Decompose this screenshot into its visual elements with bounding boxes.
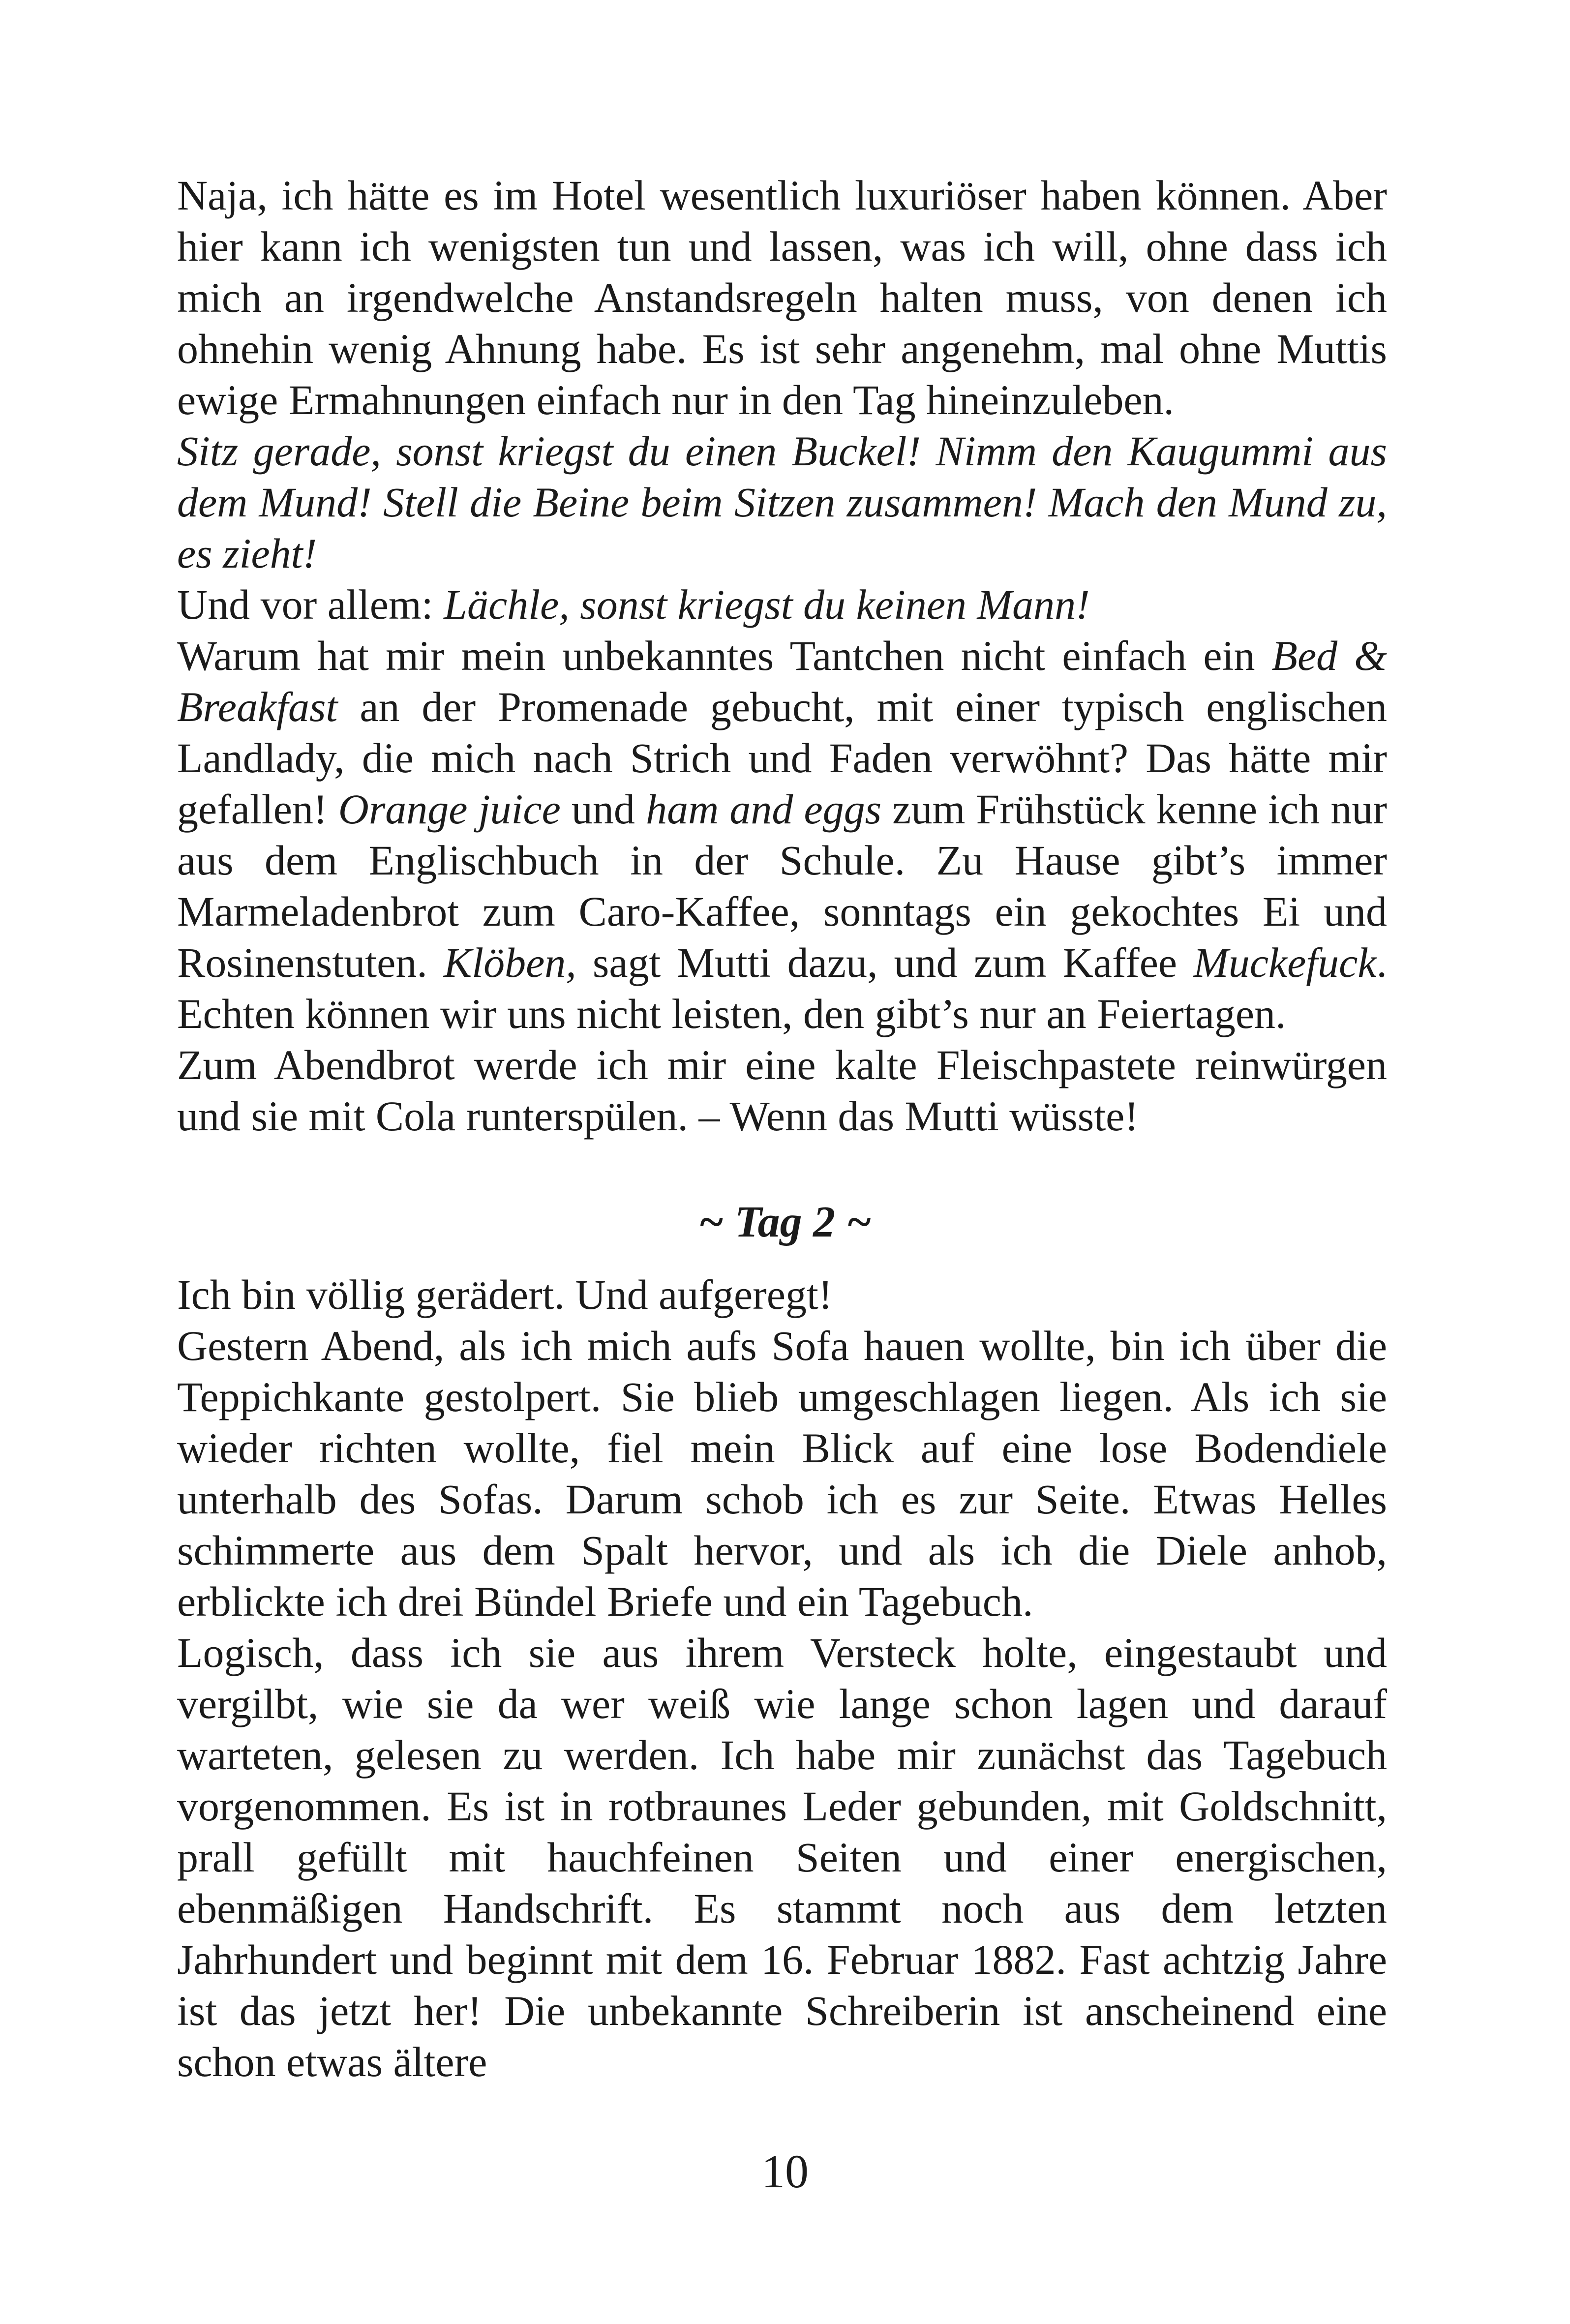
paragraph-text: an der Promenade gebucht, mit einer typisch englischen Landlady, die mich nach Strich und Faden verwöhnt? Das hätte mir gefallen! — [177, 683, 1387, 833]
paragraph — [177, 1039, 1387, 1142]
paragraph-text: Warum hat mir mein unbekanntes Tantchen nicht einfach ein — [177, 632, 1272, 679]
paragraph-italic — [177, 425, 1387, 579]
paragraph — [177, 630, 1387, 1039]
paragraph — [177, 1320, 1387, 1627]
paragraph-text: Ich bin völlig gerädert. Und aufgeregt! — [177, 1271, 833, 1318]
paragraph — [177, 1627, 1387, 2087]
italic-text: Klöben, — [443, 939, 576, 986]
paragraph-text: . Echten können wir uns nicht leisten, den gibt’s nur an Feiertagen. — [177, 939, 1387, 1037]
chapter-heading: ~ Tag 2 ~ — [698, 1198, 872, 1246]
italic-text: Lächle, sonst kriegst du keinen Mann! — [444, 581, 1090, 628]
text-section-2 — [177, 1269, 1387, 2087]
text-section-1 — [177, 170, 1387, 1142]
paragraph-text: Gestern Abend, als ich mich aufs Sofa hauen wollte, bin ich über die Teppichkante gestolpert. Sie blieb umgeschlagen liegen. Als ich sie wieder richten wollte, fiel mein Blick auf eine lose Bodendiele unterhalb des Sofas. Darum schob ich es zur Seite. Etwas Helles schimmerte aus dem Spalt hervor, und als ich die Diele anhob, erblickte ich drei Bündel Briefe und ein Tagebuch. — [177, 1322, 1387, 1625]
paragraph-text: zum Frühstück kenne ich nur aus dem Englischbuch in der Schule. Zu Hause gibt’s immer Marmeladenbrot zum Caro-Kaffee, sonntags ein gekochtes Ei und Rosinenstuten. — [177, 785, 1388, 986]
italic-text: ham and eggs — [646, 785, 882, 833]
italic-text: Muckefuck — [1193, 939, 1377, 986]
italic-text: Bed & Breakfast — [177, 632, 1387, 730]
paragraph — [177, 579, 1387, 630]
italic-text: Sitz gerade, sonst kriegst du einen Buckel! Nimm den Kaugummi aus dem Mund! Stell die Beine beim Sitzen zusammen! Mach den Mund zu, es zieht! — [177, 427, 1387, 577]
paragraph-text: Logisch, dass ich sie aus ihrem Versteck holte, eingestaubt und vergilbt, wie sie da wer weiß wie lange schon lagen und darauf warteten, gelesen zu werden. Ich habe mir zunächst das Tagebuch vorgenommen. Es ist in rotbraunes Leder gebunden, mit Goldschnitt, prall gefüllt mit hauchfeinen Seiten und einer energischen, ebenmäßigen Handschrift. Es stammt noch aus dem letzten Jahrhundert und beginnt mit dem 16. Februar 1882. Fast achtzig Jahre ist das jetzt her! Die unbekannte Schreiberin ist anscheinend eine schon etwas ältere — [177, 1629, 1387, 2085]
paragraph-text: Naja, ich hätte es im Hotel wesentlich luxuriöser haben können. Aber hier kann ich wenigsten tun und lassen, was ich will, ohne dass ich mich an irgendwelche Anstandsregeln halten muss, von denen ich ohnehin wenig Ahnung habe. Es ist sehr angenehm, mal ohne Muttis ewige Ermahnungen einfach nur in den Tag hineinzuleben. — [177, 172, 1387, 423]
paragraph — [177, 170, 1387, 425]
paragraph-text: Zum Abendbrot werde ich mir eine kalte Fleischpastete reinwürgen und sie mit Cola runterspülen. – Wenn das Mutti wüsste! — [177, 1041, 1387, 1140]
paragraph-text: sagt Mutti dazu, und zum Kaffee — [576, 939, 1194, 986]
paragraph-text: Und vor allem: — [177, 581, 444, 628]
paragraph — [177, 1269, 1387, 1320]
italic-text: Orange juice — [338, 785, 561, 833]
page-number: 10 — [761, 2145, 809, 2198]
paragraph-text: und — [560, 785, 646, 833]
